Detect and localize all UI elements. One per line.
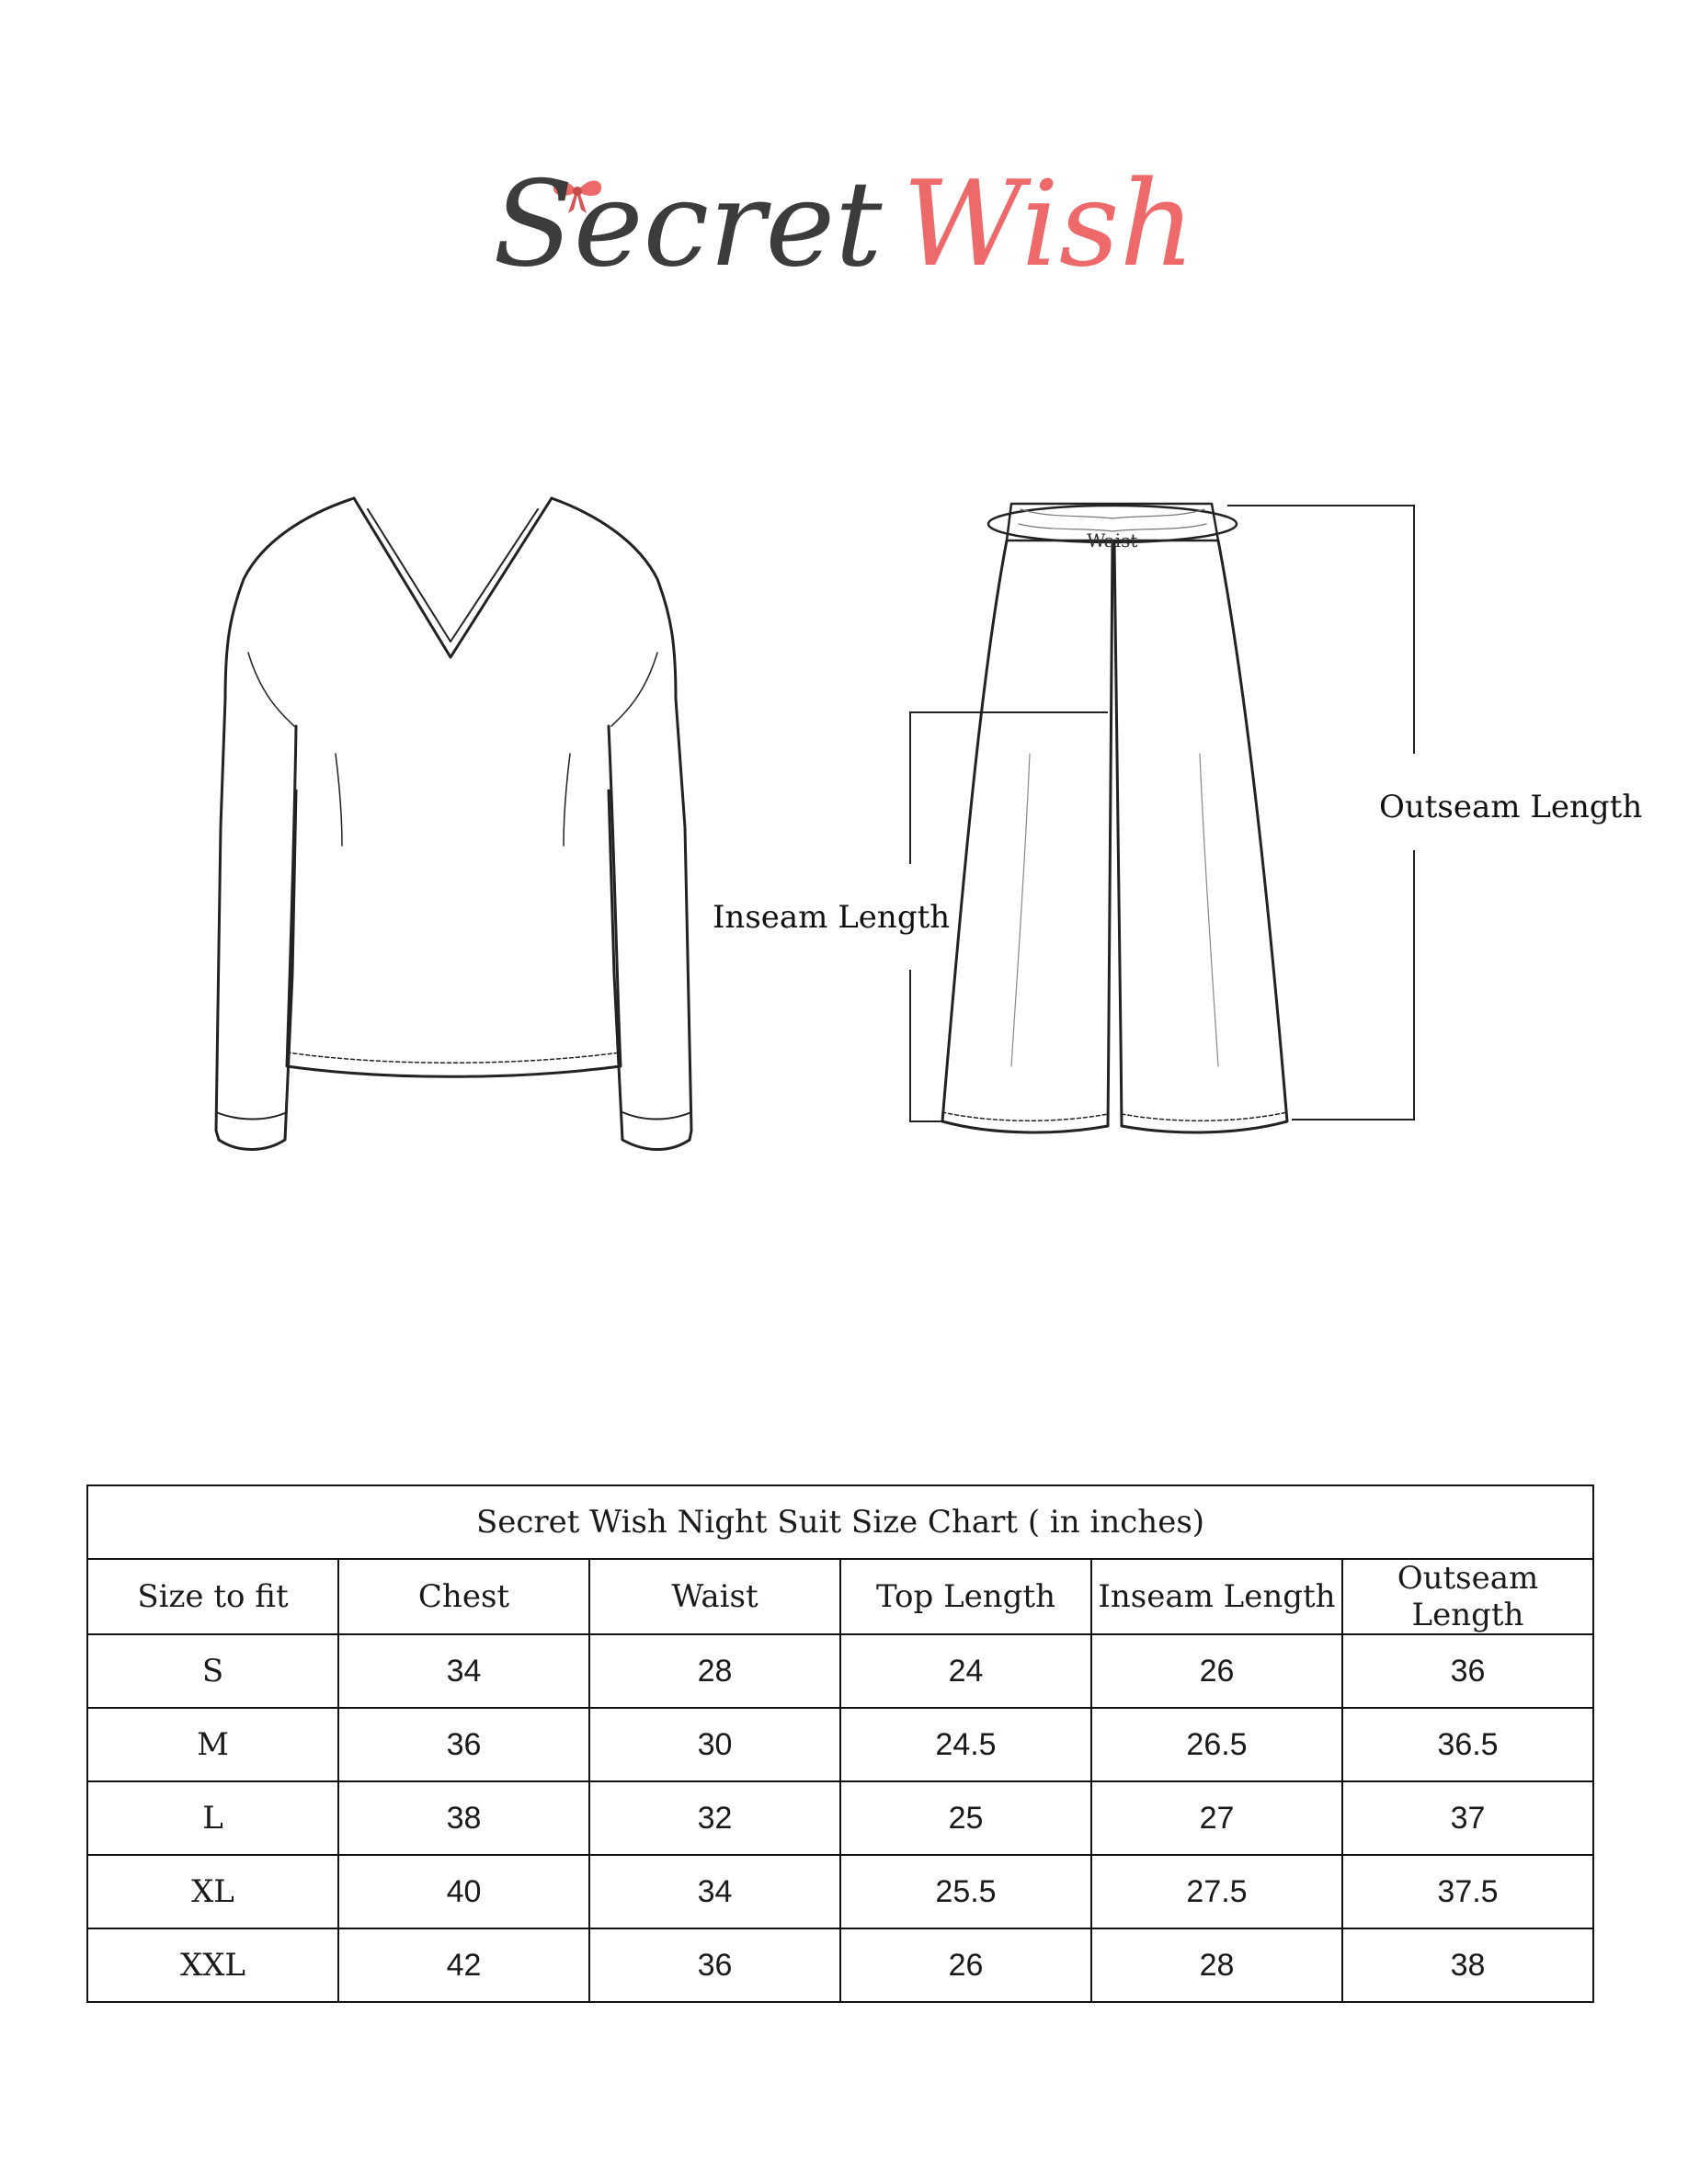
inseam-cell: 27 (1091, 1781, 1342, 1855)
top-length-cell: 24.5 (840, 1708, 1091, 1781)
top-illustration (216, 498, 691, 1150)
header-outseam-length: Outseam Length (1342, 1559, 1593, 1634)
size-cell: XL (87, 1855, 338, 1928)
outseam-cell: 37.5 (1342, 1855, 1593, 1928)
table-title: Secret Wish Night Suit Size Chart ( in inches) (87, 1485, 1593, 1559)
top-length-cell: 26 (840, 1928, 1091, 2002)
table-title-row (87, 1485, 1593, 1559)
chest-cell: 38 (338, 1781, 589, 1855)
header-inseam-length: Inseam Length (1091, 1559, 1342, 1634)
outseam-cell: 38 (1342, 1928, 1593, 2002)
size-cell: XXL (87, 1928, 338, 2002)
header-size: Size to fit (87, 1559, 338, 1634)
size-cell: M (87, 1708, 338, 1781)
inseam-cell: 27.5 (1091, 1855, 1342, 1928)
waist-cell: 36 (589, 1928, 840, 2002)
chest-cell: 42 (338, 1928, 589, 2002)
garment-diagram (0, 478, 1688, 1177)
waist-label: Waist (1087, 529, 1138, 552)
table-header-row (87, 1559, 1593, 1634)
inseam-cell: 26.5 (1091, 1708, 1342, 1781)
brand-logo (0, 138, 1688, 313)
top-length-cell: 25.5 (840, 1855, 1091, 1928)
pants-illustration (942, 504, 1287, 1132)
garment-illustration (0, 478, 1688, 1177)
outseam-cell: 36.5 (1342, 1708, 1593, 1781)
header-waist: Waist (589, 1559, 840, 1634)
outseam-cell: 37 (1342, 1781, 1593, 1855)
waist-cell: 28 (589, 1634, 840, 1708)
top-length-cell: 24 (840, 1634, 1091, 1708)
table-row (87, 1855, 1593, 1928)
waist-cell: 34 (589, 1855, 840, 1928)
brand-wish: Wish (902, 156, 1195, 293)
header-chest: Chest (338, 1559, 589, 1634)
size-cell: L (87, 1781, 338, 1855)
size-chart-table (86, 1484, 1594, 2003)
inseam-cell: 26 (1091, 1634, 1342, 1708)
chest-cell: 34 (338, 1634, 589, 1708)
chest-cell: 36 (338, 1708, 589, 1781)
brand-secret: Secret (493, 156, 883, 293)
table-row (87, 1634, 1593, 1708)
size-cell: S (87, 1634, 338, 1708)
waist-cell: 32 (589, 1781, 840, 1855)
header-top-length: Top Length (840, 1559, 1091, 1634)
inseam-label: Inseam Length (713, 899, 951, 936)
table-row (87, 1781, 1593, 1855)
inseam-cell: 28 (1091, 1928, 1342, 2002)
chest-cell: 40 (338, 1855, 589, 1928)
brand-name (0, 138, 1688, 313)
waist-cell: 30 (589, 1708, 840, 1781)
top-length-cell: 25 (840, 1781, 1091, 1855)
outseam-label: Outseam Length (1379, 789, 1643, 825)
table-row (87, 1708, 1593, 1781)
table-row (87, 1928, 1593, 2002)
outseam-cell: 36 (1342, 1634, 1593, 1708)
measurement-lines (910, 506, 1414, 1121)
